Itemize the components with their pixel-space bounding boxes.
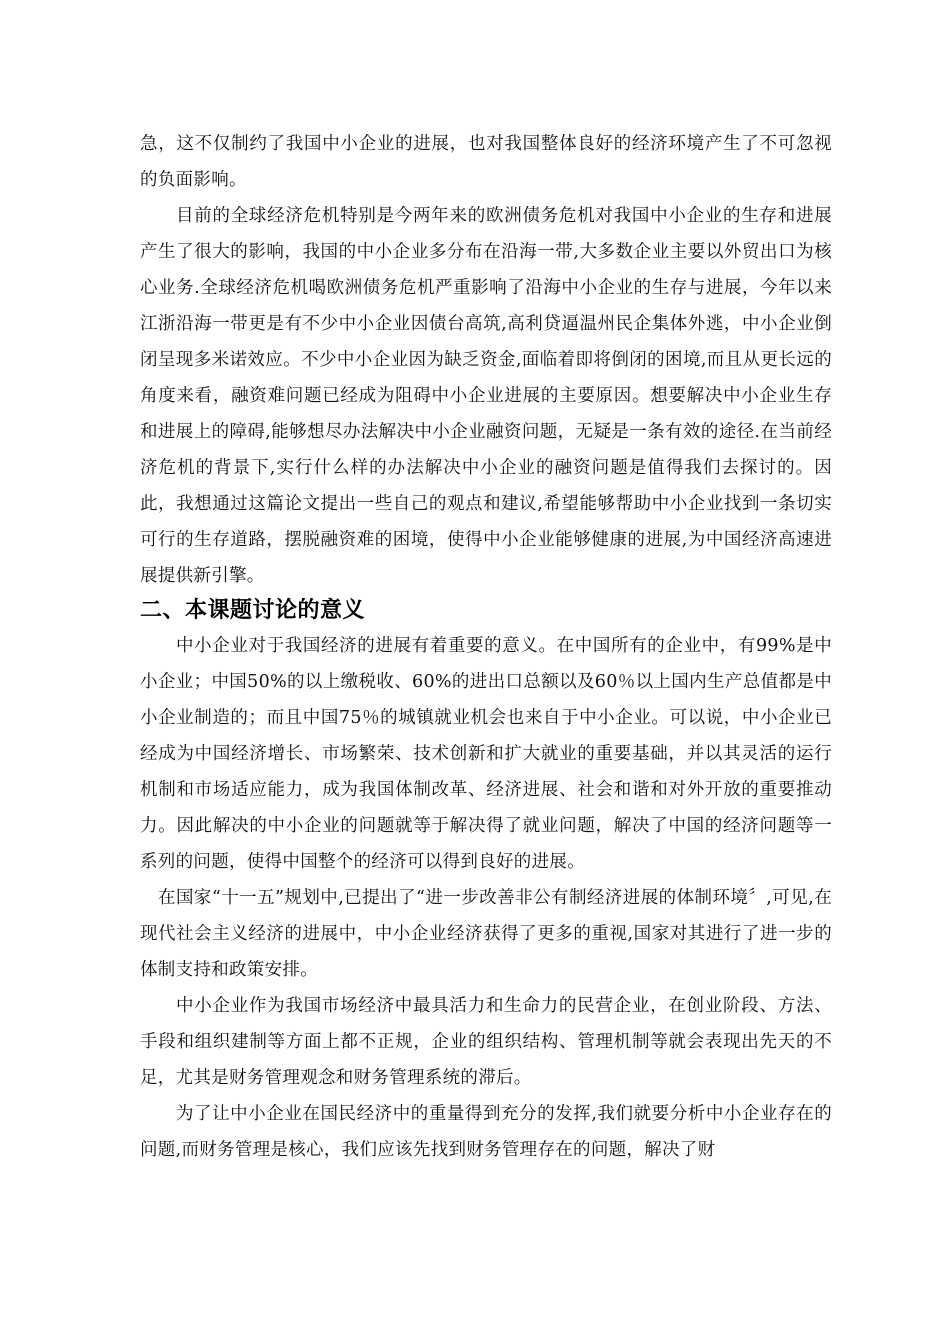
document-body — [140, 126, 832, 1168]
paragraph-financial-management: 为了让中小企业在国民经济中的重量得到充分的发挥,我们就要分析中小企业存在的问题,而财务管理是核心，我们应该先找到财务管理存在的问题，解决了财 — [140, 1104, 832, 1160]
paragraph-private-enterprise: 中小企业作为我国市场经济中最具活力和生命力的民营企业，在创业阶段、方法、手段和组织建制等方面上都不正规，企业的组织结构、管理机制等就会表现出先天的不足，尤其是财务管理观念和财务管理系统的滞后。 — [140, 996, 832, 1088]
paragraph-continuation: 急，这不仅制约了我国中小企业的进展，也对我国整体良好的经济环境产生了不可忽视的负面影响。 — [140, 134, 832, 190]
section-heading: 二、本课题讨论的意义 — [140, 598, 366, 623]
paragraph-background: 目前的全球经济危机特别是今两年来的欧洲债务危机对我国中小企业的生存和进展产生了很大的影响，我国的中小企业多分布在沿海一带,大多数企业主要以外贸出口为核心业务.全球经济危机喝欧洲债务危机严重影响了沿海中小企业的生存与进展，今年以来江浙沿海一带更是有不少中小企业因债台高筑,高利贷逼温州民企集体外逃，中小企业倒闭呈现多米诺效应。不少中小企业因为缺乏资金,面临着即将倒闭的困境,而且从更长远的角度来看，融资难问题已经成为阻碍中小企业进展的主要原因。想要解决中小企业生存和进展上的障碍,能够想尽办法解决中小企业融资问题，无疑是一条有效的途径.在当前经济危机的背景下,实行什么样的办法解决中小企业的融资问题是值得我们去探讨的。因此，我想通过这篇论文提出一些自己的观点和建议,希望能够帮助中小企业找到一条切实可行的生存道路，摆脱融资难的困境，使得中小企业能够健康的进展,为中国经济高速进展提供新引擎。 — [140, 206, 832, 586]
paragraph-five-year-plan: 在国家“十一五”规划中,已提出了“进一步改善非公有制经济进展的体制环境〞,可见,在现代社会主义经济的进展中，中小企业经济获得了更多的重视,国家对其进行了进一步的体制支持和政策安排。 — [140, 888, 832, 980]
paragraph-significance: 中小企业对于我国经济的进展有着重要的意义。在中国所有的企业中，有99%是中小企业；中国50%的以上缴税收、60%的进出口总额以及60％以上国内生产总值都是中小企业制造的；而且中国75％的城镇就业机会也来自于中小企业。可以说，中小企业已经成为中国经济增长、市场繁荣、技术创新和扩大就业的重要基础，并以其灵活的运行机制和市场适应能力，成为我国体制改革、经济进展、社会和谐和对外开放的重要推动力。因此解决的中小企业的问题就等于解决得了就业问题，解决了中国的经济问题等一系列的问题，使得中国整个的经济可以得到良好的进展。 — [140, 636, 832, 872]
